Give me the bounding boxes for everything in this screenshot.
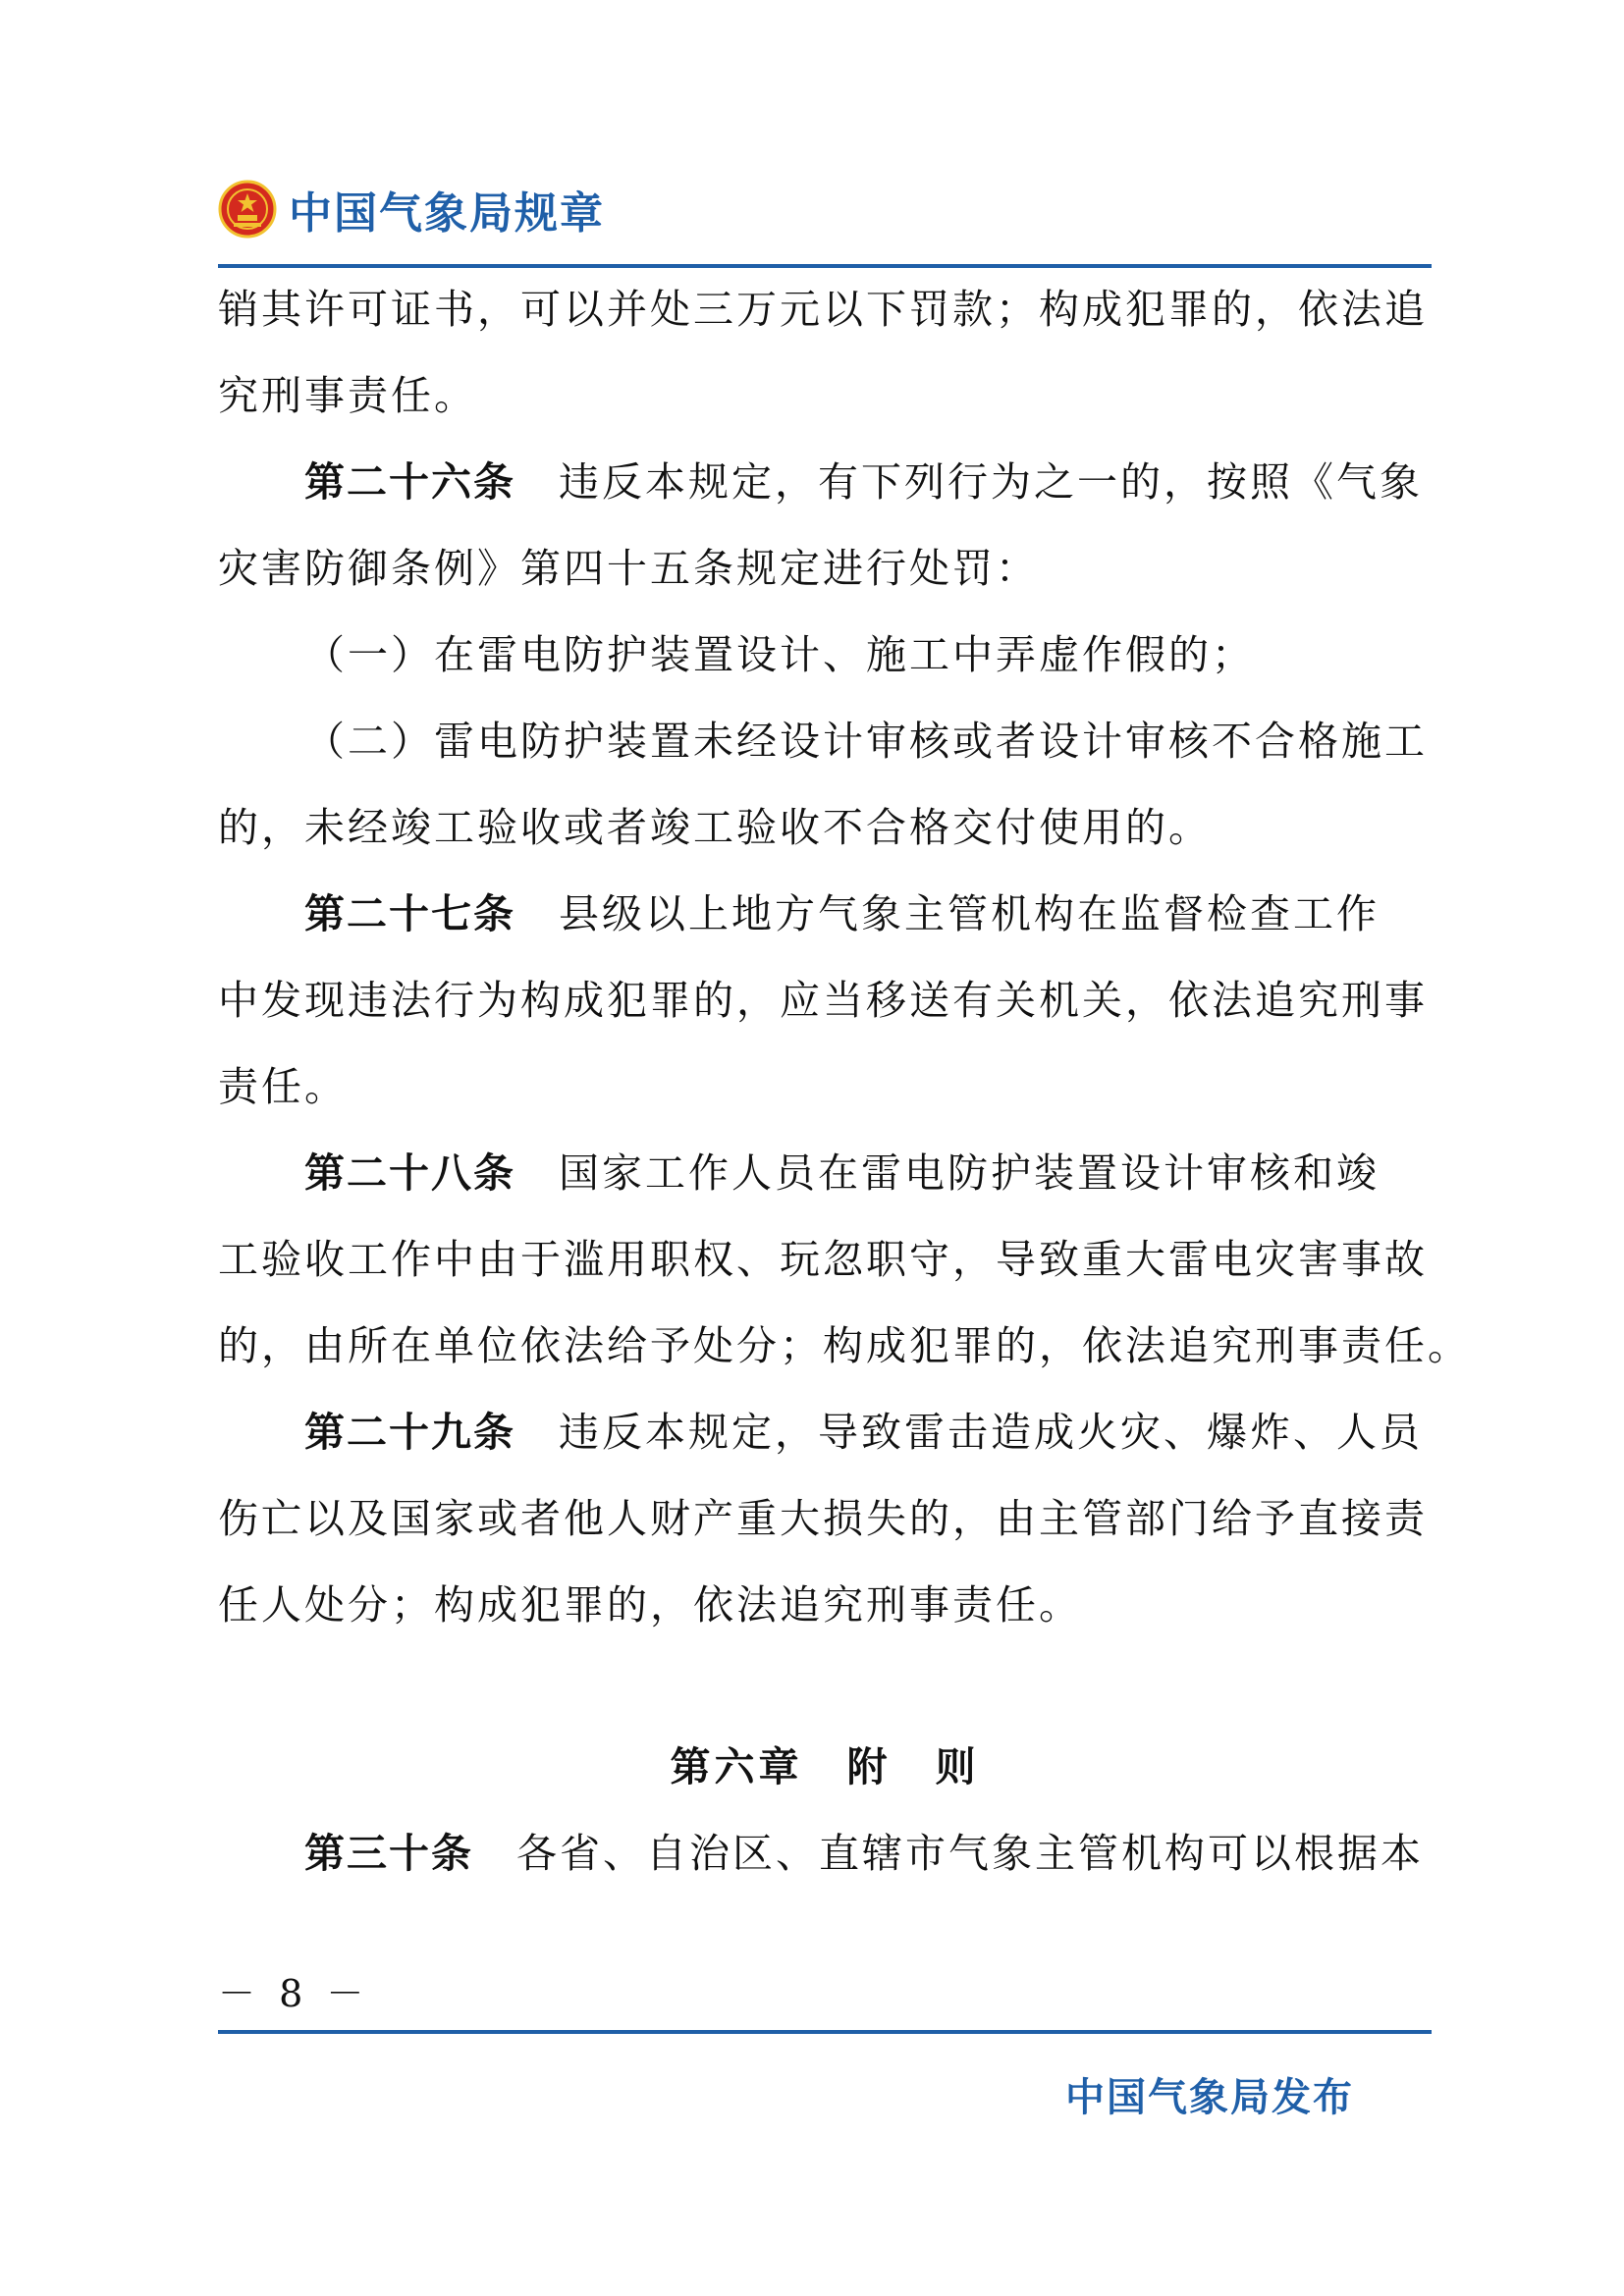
list-item: （一）在雷电防护装置设计、施工中弄虚作假的； xyxy=(304,631,1255,678)
article-29-label: 第二十九条 xyxy=(304,1409,515,1456)
article-28-text: 国家工作人员在雷电防护装置设计审核和竣 xyxy=(559,1149,1380,1197)
national-emblem-icon xyxy=(218,180,277,239)
article-27-label: 第二十七条 xyxy=(304,890,515,937)
text-line: 任人处分；构成犯罪的，依法追究刑事责任。 xyxy=(218,1581,1082,1629)
article-27 xyxy=(304,870,1432,958)
article-26-label: 第二十六条 xyxy=(304,458,515,506)
text-line: 的，由所在单位依法给予处分；构成犯罪的，依法追究刑事责任。 xyxy=(218,1322,1471,1369)
footer-divider xyxy=(218,2030,1432,2034)
article-30-label: 第三十条 xyxy=(304,1830,473,1877)
article-29-text: 违反本规定，导致雷击造成火灾、爆炸、人员 xyxy=(559,1409,1423,1456)
text-line: 的，未经竣工验收或者竣工验收不合格交付使用的。 xyxy=(218,804,1212,851)
chapter-heading: 第六章 附 则 xyxy=(670,1743,980,1790)
article-29 xyxy=(304,1388,1432,1476)
article-26-text: 违反本规定，有下列行为之一的，按照《气象 xyxy=(559,458,1423,506)
page-number: － 8 － xyxy=(218,1972,370,2015)
text-line: 中发现违法行为构成犯罪的，应当移送有关机关，依法追究刑事 xyxy=(218,977,1428,1024)
article-30 xyxy=(304,1809,1432,1897)
text-line: 究刑事责任。 xyxy=(218,372,477,419)
article-28-label: 第二十八条 xyxy=(304,1149,515,1197)
page-header xyxy=(218,175,605,243)
list-item: （二）雷电防护装置未经设计审核或者设计审核不合格施工 xyxy=(304,718,1428,765)
text-line: 灾害防御条例》第四十五条规定进行处罚： xyxy=(218,545,1039,592)
article-30-text: 各省、自治区、直辖市气象主管机构可以根据本 xyxy=(516,1830,1424,1877)
article-26 xyxy=(304,438,1432,526)
article-27-text: 县级以上地方气象主管机构在监督检查工作 xyxy=(559,890,1380,937)
text-line: 伤亡以及国家或者他人财产重大损失的，由主管部门给予直接责 xyxy=(218,1495,1428,1542)
publisher-label: 中国气象局发布 xyxy=(1065,2075,1354,2120)
text-line: 工验收工作中由于滥用职权、玩忽职守，导致重大雷电灾害事故 xyxy=(218,1236,1428,1283)
text-line: 销其许可证书，可以并处三万元以下罚款；构成犯罪的，依法追 xyxy=(218,286,1428,333)
article-28 xyxy=(304,1129,1432,1217)
header-title: 中国气象局规章 xyxy=(289,188,605,239)
text-line: 责任。 xyxy=(218,1063,348,1110)
